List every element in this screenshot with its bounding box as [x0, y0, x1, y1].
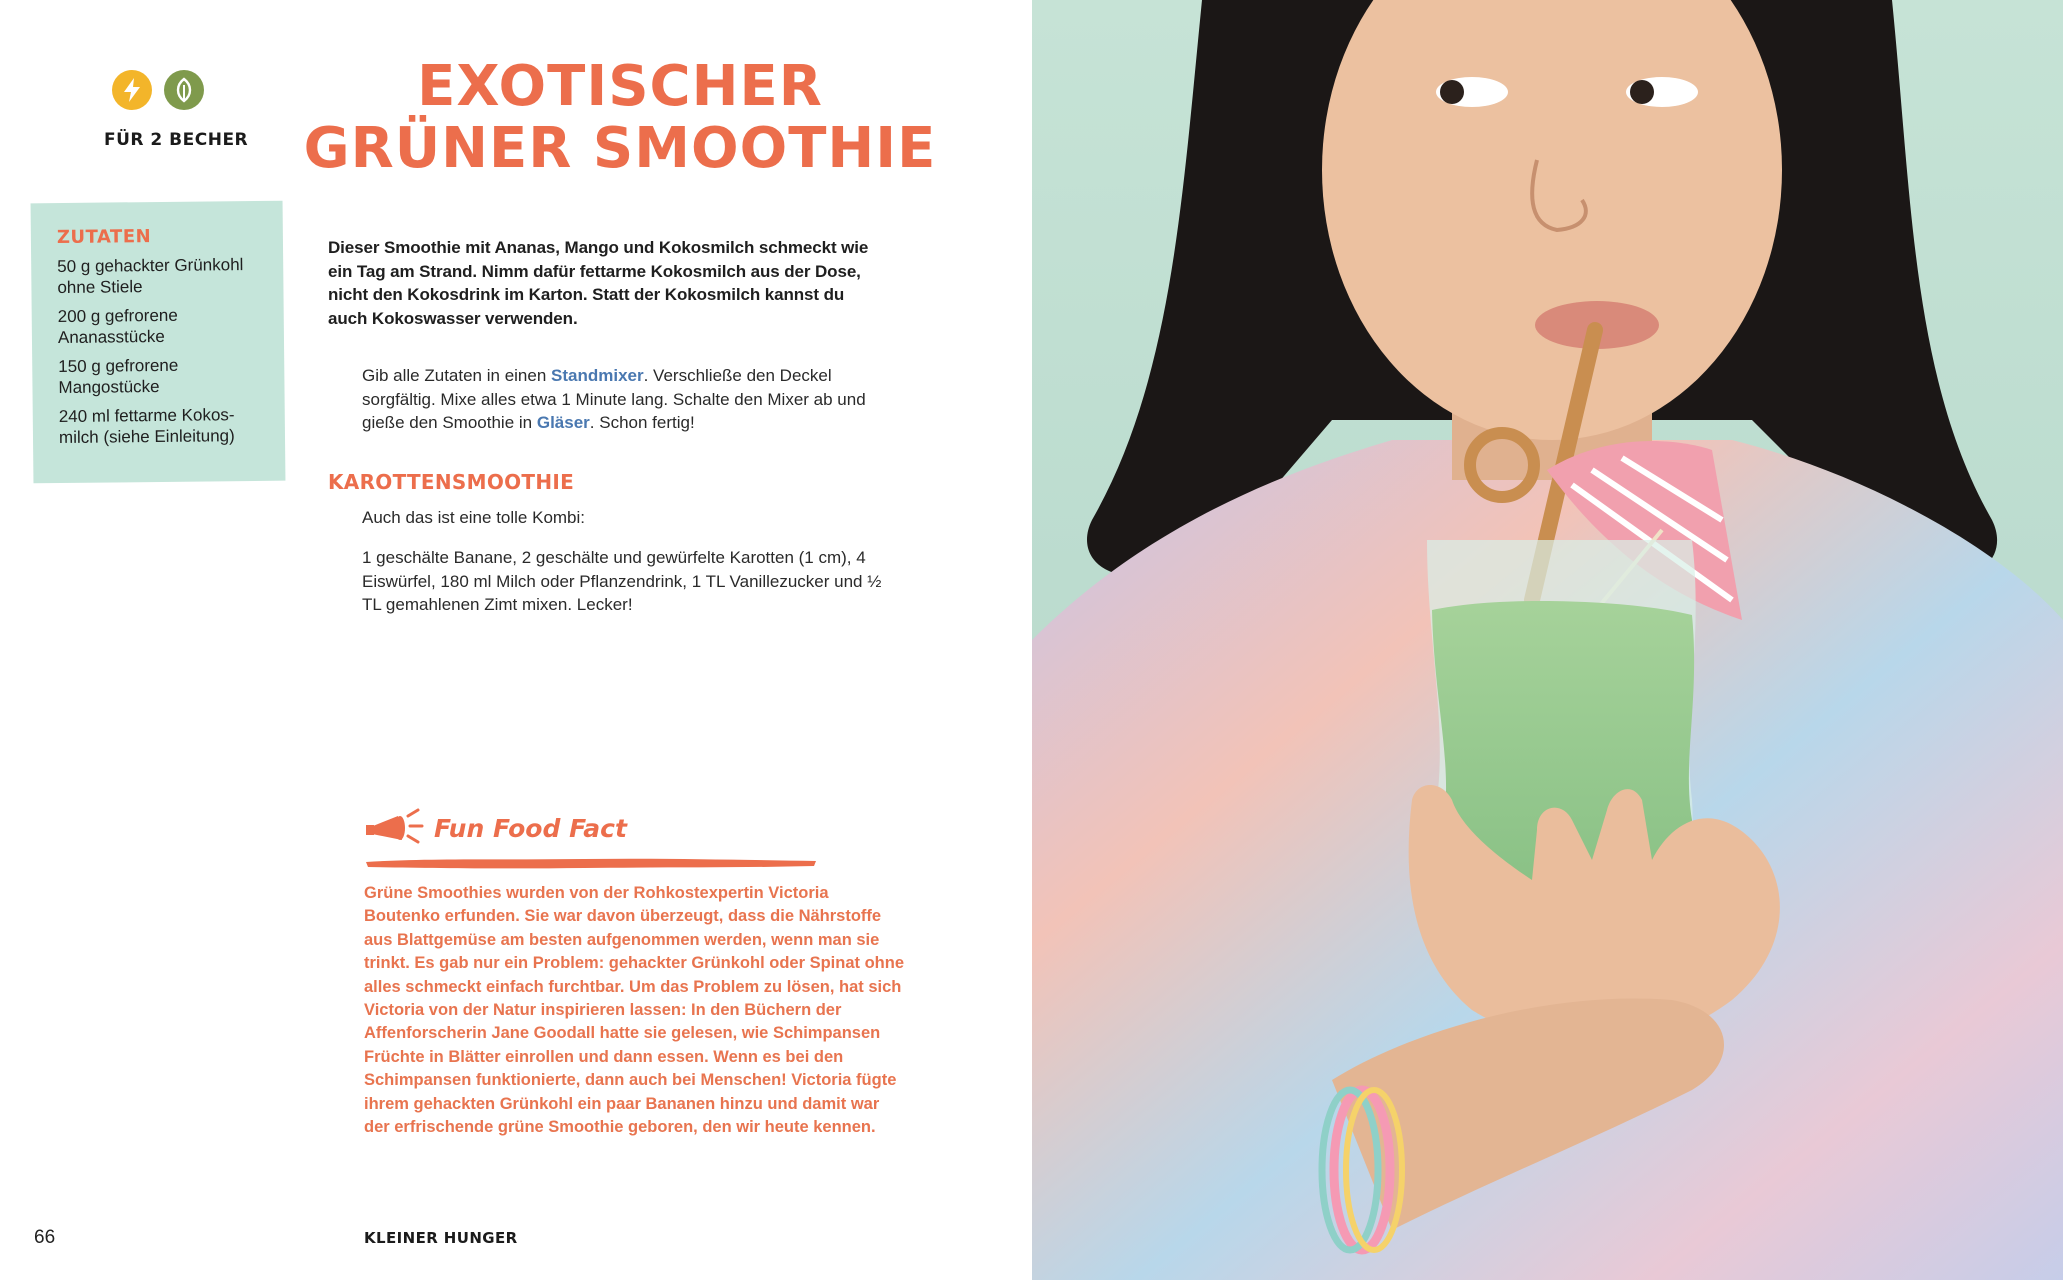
serving-size: FÜR 2 BECHER — [104, 130, 249, 150]
recipe-intro: Dieser Smoothie mit Ananas, Mango und Kokosmilch schmeckt wie ein Tag am Strand. Nimm dafür fettarme Kokosmilch aus der Dose, nicht den Kokosdrink im Karton. Statt der Kokosmilch kannst du auch Kokoswasser verwenden. — [328, 238, 869, 328]
ingredient-item: 150 g gefrorene Mangostücke — [58, 355, 179, 398]
brush-stroke-divider — [364, 856, 818, 870]
section-label: KLEINER HUNGER — [364, 1229, 518, 1247]
variant-heading: KAROTTENSMOOTHIE — [328, 470, 575, 494]
ingredient-item: 240 ml fettarme Kokos- milch (siehe Einleitung) — [58, 405, 235, 448]
title-line-2: GRÜNER SMOOTHIE — [303, 116, 937, 181]
recipe-step — [362, 364, 902, 435]
ingredients-list — [57, 254, 259, 448]
title-line-1: EXOTISCHER — [417, 54, 823, 119]
recipe-badges — [112, 70, 204, 110]
fun-fact-header — [362, 806, 627, 850]
photo-page — [1032, 0, 2063, 1280]
vegetarian-badge — [164, 70, 204, 110]
fun-fact-text: Grüne Smoothies wurden von der Rohkostexpertin Victoria Boutenko erfunden. Sie war davon überzeugt, dass die Nährstoffe aus Blattgemüse am besten aufgenommen werden, wenn man sie trinkt. Es gab nur ein Problem: gehackter Grünkohl oder Spinat ohne alles schmeckt einfach furchtbar. Um das Problem zu lösen, hat sich Victoria von der Natur inspirieren lassen: In den Büchern der Affenforscherin Jane Goodall hatte sie gelesen, wie Schimpansen Früchte in Blätter einrollen und dann essen. Wenn es bei den Schimpansen funktionierte, dann auch bei Menschen! Victoria fügte ihrem gehackten Grünkohl ein paar Bananen hinzu und damit war der erfrischende grüne Smoothie geboren, den wir heute kennen. — [364, 884, 904, 1137]
lightning-icon — [121, 77, 143, 103]
glaeser-link[interactable]: Gläser — [536, 413, 590, 432]
variant-intro: Auch das ist eine tolle Kombi: — [362, 508, 586, 527]
recipe-title — [290, 56, 950, 180]
ingredients-box — [31, 201, 286, 484]
step-text: Gib alle Zutaten in einen — [362, 366, 552, 385]
megaphone-icon — [362, 806, 426, 850]
ingredients-heading: ZUTATEN — [56, 226, 152, 249]
variant-body: 1 geschälte Banane, 2 geschälte und gewürfelte Karotten (1 cm), 4 Eiswürfel, 180 ml Milch oder Pflanzendrink, 1 TL Vanillezucker und ½ TL gemahlenen Zimt mixen. Lecker! — [362, 548, 882, 614]
girl-with-smoothie-photo — [1032, 0, 2063, 1280]
fun-fact-title: Fun Food Fact — [434, 813, 627, 843]
step-text: . Schon fertig! — [589, 413, 695, 432]
standmixer-link[interactable]: Standmixer — [551, 366, 644, 385]
ingredient-item: 50 g gehackter Grünkohl ohne Stiele — [57, 255, 244, 298]
ingredient-item: 200 g gefrorene Ananasstücke — [57, 305, 178, 348]
step-text: . Verschließe den Deckel sorgfältig. Mixe alles etwa 1 Minute lang. Schalte den Mixer ab und gieße den Smoothie in — [362, 366, 866, 432]
leaf-icon — [172, 77, 196, 103]
energy-badge — [112, 70, 152, 110]
page-number: 66 — [34, 1227, 56, 1248]
